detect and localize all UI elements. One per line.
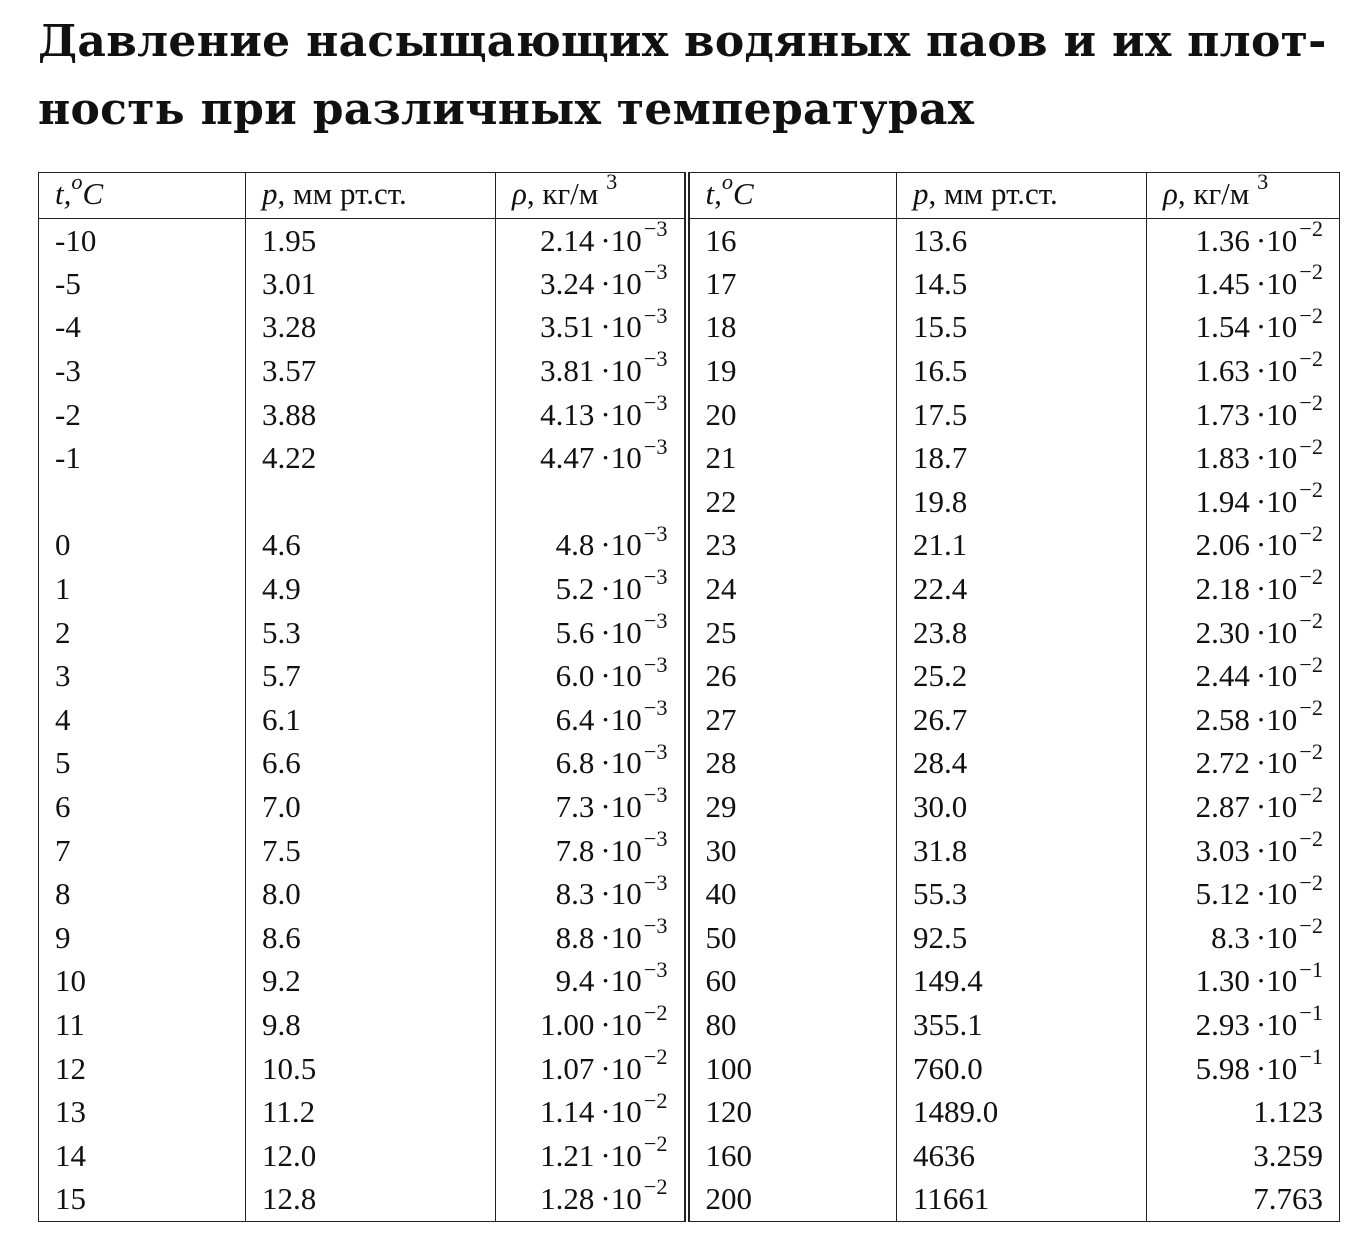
temperature-cell: 30 — [687, 829, 897, 873]
density-cell: $3.81 \cdot 10^{-3}$ — [496, 349, 687, 393]
density-cell: $4.13 \cdot 10^{-3}$ — [496, 393, 687, 437]
pressure-cell: 12.0 — [246, 1134, 496, 1178]
table-row — [39, 349, 1340, 393]
table-row — [39, 306, 1340, 350]
pressure-cell: 16.5 — [897, 349, 1147, 393]
table-row — [39, 480, 1340, 524]
header-density-left: ρ, кг/м $^3$ — [496, 173, 687, 219]
temperature-cell: -4 — [39, 306, 246, 350]
pressure-cell: 17.5 — [897, 393, 1147, 437]
density-cell: $1.21 \cdot 10^{-2}$ — [496, 1134, 687, 1178]
pressure-cell: 3.28 — [246, 306, 496, 350]
temperature-cell: 14 — [39, 1134, 246, 1178]
density-cell: $1.54 \cdot 10^{-2}$ — [1147, 306, 1340, 350]
temperature-cell: 22 — [687, 480, 897, 524]
temperature-cell: 120 — [687, 1090, 897, 1134]
temperature-cell: 15 — [39, 1178, 246, 1222]
temperature-cell: 50 — [687, 916, 897, 960]
header-temperature-left: t,$^o$C — [39, 173, 246, 219]
pressure-cell: 149.4 — [897, 960, 1147, 1004]
temperature-cell: 29 — [687, 785, 897, 829]
table-row — [39, 262, 1340, 306]
pressure-cell: 4636 — [897, 1134, 1147, 1178]
pressure-cell: 28.4 — [897, 742, 1147, 786]
density-cell: $2.87 \cdot 10^{-2}$ — [1147, 785, 1340, 829]
temperature-cell: 17 — [687, 262, 897, 306]
temperature-cell: 2 — [39, 611, 246, 655]
temperature-cell: 0 — [39, 524, 246, 568]
table-row — [39, 436, 1340, 480]
pressure-cell: 21.1 — [897, 524, 1147, 568]
temperature-cell — [39, 480, 246, 524]
temperature-cell: -1 — [39, 436, 246, 480]
temperature-cell: 18 — [687, 306, 897, 350]
table-row — [39, 916, 1340, 960]
pressure-cell: 9.2 — [246, 960, 496, 1004]
density-cell: $7.3 \cdot 10^{-3}$ — [496, 785, 687, 829]
temperature-cell: 6 — [39, 785, 246, 829]
density-cell: $5.12 \cdot 10^{-2}$ — [1147, 872, 1340, 916]
table-row — [39, 872, 1340, 916]
temperature-cell: 8 — [39, 872, 246, 916]
table-row — [39, 1134, 1340, 1178]
pressure-cell: 9.8 — [246, 1003, 496, 1047]
table-row — [39, 567, 1340, 611]
density-cell: $1.00 \cdot 10^{-2}$ — [496, 1003, 687, 1047]
pressure-cell: 355.1 — [897, 1003, 1147, 1047]
temperature-cell: 9 — [39, 916, 246, 960]
pressure-cell: 3.57 — [246, 349, 496, 393]
temperature-cell: 40 — [687, 872, 897, 916]
temperature-cell: 28 — [687, 742, 897, 786]
pressure-cell: 7.5 — [246, 829, 496, 873]
table-row — [39, 1178, 1340, 1222]
density-cell: $1.14 \cdot 10^{-2}$ — [496, 1090, 687, 1134]
density-cell: $1.45 \cdot 10^{-2}$ — [1147, 262, 1340, 306]
temperature-cell: 27 — [687, 698, 897, 742]
pressure-cell: 3.88 — [246, 393, 496, 437]
density-cell: $2.30 \cdot 10^{-2}$ — [1147, 611, 1340, 655]
temperature-cell: 160 — [687, 1134, 897, 1178]
density-cell: $2.14 \cdot 10^{-3}$ — [496, 219, 687, 263]
pressure-cell: 10.5 — [246, 1047, 496, 1091]
temperature-cell: -3 — [39, 349, 246, 393]
density-cell: $6.8 \cdot 10^{-3}$ — [496, 742, 687, 786]
header-pressure-left: p, мм рт.ст. — [246, 173, 496, 219]
temperature-cell: 21 — [687, 436, 897, 480]
density-cell: $1.63 \cdot 10^{-2}$ — [1147, 349, 1340, 393]
pressure-cell: 5.3 — [246, 611, 496, 655]
table-row — [39, 785, 1340, 829]
table-row — [39, 611, 1340, 655]
density-cell: $2.44 \cdot 10^{-2}$ — [1147, 654, 1340, 698]
density-cell: $6.4 \cdot 10^{-3}$ — [496, 698, 687, 742]
density-cell: $8.8 \cdot 10^{-3}$ — [496, 916, 687, 960]
pressure-cell: 8.0 — [246, 872, 496, 916]
pressure-cell: 23.8 — [897, 611, 1147, 655]
density-cell: $1.73 \cdot 10^{-2}$ — [1147, 393, 1340, 437]
pressure-cell: 55.3 — [897, 872, 1147, 916]
density-cell: $1.28 \cdot 10^{-2}$ — [496, 1178, 687, 1222]
density-cell: $2.18 \cdot 10^{-2}$ — [1147, 567, 1340, 611]
pressure-cell: 7.0 — [246, 785, 496, 829]
header-density-right: ρ, кг/м $^3$ — [1147, 173, 1340, 219]
density-cell: $3.51 \cdot 10^{-3}$ — [496, 306, 687, 350]
temperature-cell: 10 — [39, 960, 246, 1004]
pressure-cell: 11661 — [897, 1178, 1147, 1222]
density-cell — [496, 480, 687, 524]
density-cell: $3.24 \cdot 10^{-3}$ — [496, 262, 687, 306]
vapor-pressure-table — [38, 172, 1340, 1222]
temperature-cell: 3 — [39, 654, 246, 698]
density-cell: $1.07 \cdot 10^{-2}$ — [496, 1047, 687, 1091]
table-row — [39, 960, 1340, 1004]
table-row — [39, 219, 1340, 263]
pressure-cell: 14.5 — [897, 262, 1147, 306]
pressure-cell: 31.8 — [897, 829, 1147, 873]
density-cell: 1.123 — [1147, 1090, 1340, 1134]
temperature-cell: 20 — [687, 393, 897, 437]
table-body — [39, 219, 1340, 1222]
density-cell: $7.8 \cdot 10^{-3}$ — [496, 829, 687, 873]
density-cell: $6.0 \cdot 10^{-3}$ — [496, 654, 687, 698]
header-row — [39, 173, 1340, 219]
temperature-cell: 1 — [39, 567, 246, 611]
header-pressure-right: p, мм рт.ст. — [897, 173, 1147, 219]
temperature-cell: 16 — [687, 219, 897, 263]
density-cell: $4.8 \cdot 10^{-3}$ — [496, 524, 687, 568]
table-row — [39, 393, 1340, 437]
density-cell: $8.3 \cdot 10^{-3}$ — [496, 872, 687, 916]
pressure-cell: 1489.0 — [897, 1090, 1147, 1134]
table-row — [39, 698, 1340, 742]
pressure-cell: 4.6 — [246, 524, 496, 568]
temperature-cell: 19 — [687, 349, 897, 393]
title-line-1: Давление насыщающих водяных паов и их плот- — [38, 16, 1327, 67]
temperature-cell: 23 — [687, 524, 897, 568]
temperature-cell: 7 — [39, 829, 246, 873]
density-cell: $4.47 \cdot 10^{-3}$ — [496, 436, 687, 480]
density-cell: $1.30 \cdot 10^{-1}$ — [1147, 960, 1340, 1004]
pressure-cell: 30.0 — [897, 785, 1147, 829]
pressure-cell: 1.95 — [246, 219, 496, 263]
pressure-cell: 26.7 — [897, 698, 1147, 742]
pressure-cell: 11.2 — [246, 1090, 496, 1134]
temperature-cell: -10 — [39, 219, 246, 263]
density-cell: 3.259 — [1147, 1134, 1340, 1178]
pressure-cell: 25.2 — [897, 654, 1147, 698]
density-cell: $1.36 \cdot 10^{-2}$ — [1147, 219, 1340, 263]
pressure-cell: 12.8 — [246, 1178, 496, 1222]
pressure-cell: 92.5 — [897, 916, 1147, 960]
density-cell: $2.58 \cdot 10^{-2}$ — [1147, 698, 1340, 742]
temperature-cell: 13 — [39, 1090, 246, 1134]
pressure-cell — [246, 480, 496, 524]
table-row — [39, 1090, 1340, 1134]
density-cell: $2.06 \cdot 10^{-2}$ — [1147, 524, 1340, 568]
density-cell: $1.94 \cdot 10^{-2}$ — [1147, 480, 1340, 524]
temperature-cell: 24 — [687, 567, 897, 611]
table-row — [39, 524, 1340, 568]
density-cell: $2.93 \cdot 10^{-1}$ — [1147, 1003, 1340, 1047]
table-row — [39, 654, 1340, 698]
temperature-cell: 60 — [687, 960, 897, 1004]
temperature-cell: -5 — [39, 262, 246, 306]
density-cell: $5.98 \cdot 10^{-1}$ — [1147, 1047, 1340, 1091]
pressure-cell: 19.8 — [897, 480, 1147, 524]
table-row — [39, 742, 1340, 786]
table-header — [39, 173, 1340, 219]
density-cell: 7.763 — [1147, 1178, 1340, 1222]
page-title — [38, 8, 1328, 144]
pressure-cell: 15.5 — [897, 306, 1147, 350]
pressure-cell: 13.6 — [897, 219, 1147, 263]
temperature-cell: 4 — [39, 698, 246, 742]
density-cell: $2.72 \cdot 10^{-2}$ — [1147, 742, 1340, 786]
density-cell: $9.4 \cdot 10^{-3}$ — [496, 960, 687, 1004]
table-row — [39, 1047, 1340, 1091]
pressure-cell: 5.7 — [246, 654, 496, 698]
temperature-cell: 25 — [687, 611, 897, 655]
table-row — [39, 829, 1340, 873]
temperature-cell: 26 — [687, 654, 897, 698]
pressure-cell: 4.9 — [246, 567, 496, 611]
temperature-cell: 11 — [39, 1003, 246, 1047]
temperature-cell: -2 — [39, 393, 246, 437]
pressure-cell: 4.22 — [246, 436, 496, 480]
pressure-cell: 760.0 — [897, 1047, 1147, 1091]
density-cell: $5.2 \cdot 10^{-3}$ — [496, 567, 687, 611]
pressure-cell: 22.4 — [897, 567, 1147, 611]
pressure-cell: 3.01 — [246, 262, 496, 306]
density-cell: $1.83 \cdot 10^{-2}$ — [1147, 436, 1340, 480]
temperature-cell: 5 — [39, 742, 246, 786]
density-cell: $8.3 \cdot 10^{-2}$ — [1147, 916, 1340, 960]
table-row — [39, 1003, 1340, 1047]
density-cell: $3.03 \cdot 10^{-2}$ — [1147, 829, 1340, 873]
pressure-cell: 18.7 — [897, 436, 1147, 480]
temperature-cell: 12 — [39, 1047, 246, 1091]
density-cell: $5.6 \cdot 10^{-3}$ — [496, 611, 687, 655]
temperature-cell: 80 — [687, 1003, 897, 1047]
title-line-2: ность при различных температурах — [38, 84, 975, 135]
pressure-cell: 6.1 — [246, 698, 496, 742]
pressure-cell: 8.6 — [246, 916, 496, 960]
header-temperature-right: t,$^o$C — [687, 173, 897, 219]
temperature-cell: 200 — [687, 1178, 897, 1222]
temperature-cell: 100 — [687, 1047, 897, 1091]
pressure-cell: 6.6 — [246, 742, 496, 786]
